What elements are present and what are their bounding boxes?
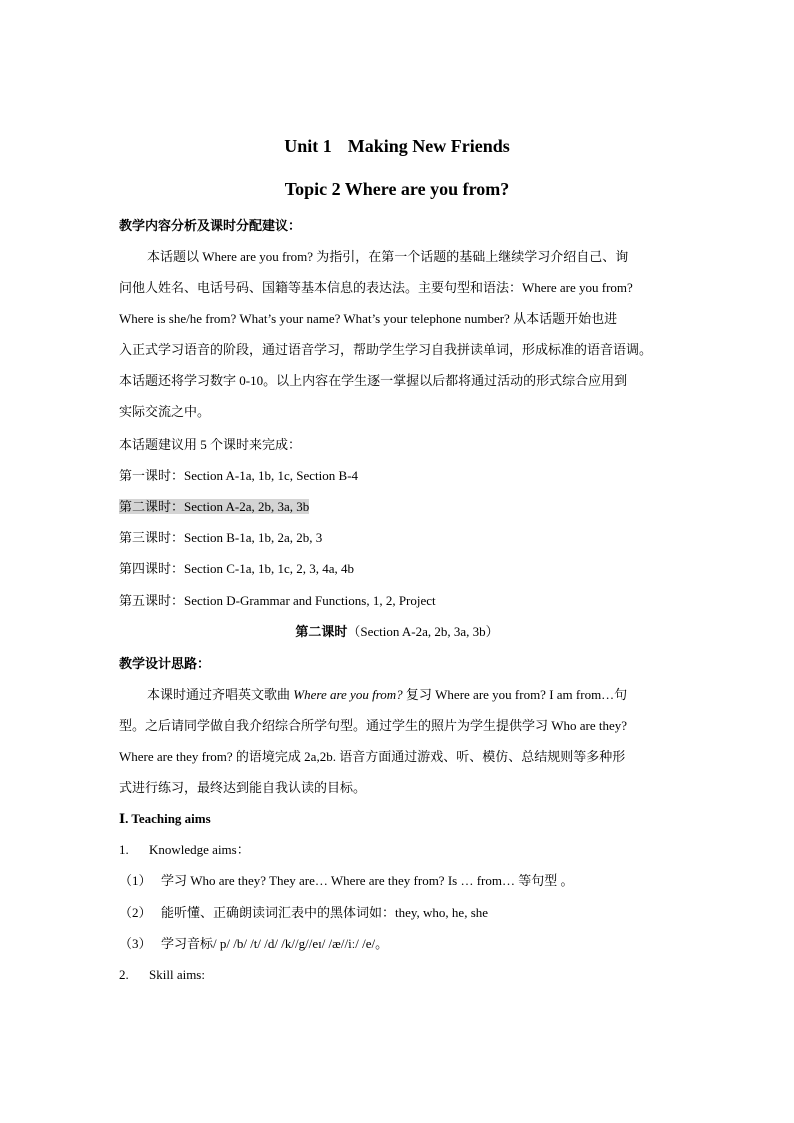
design-heading: 教学设计思路： — [119, 656, 211, 671]
list-number: （2） — [119, 905, 152, 920]
period-item-highlighted — [119, 498, 309, 516]
knowledge-item-text: 学习音标/ p/ /b/ /t/ /d/ /k//g//eɪ/ /æ//iː/ /e/。 — [161, 936, 389, 951]
analysis-paragraph-line: 问他人姓名、电话号码、国籍等基本信息的表达法。主要句型和语法：Where are you from? — [119, 280, 633, 295]
knowledge-aims-label: Knowledge aims： — [149, 842, 250, 857]
unit-number: Unit 1 — [284, 136, 332, 156]
analysis-paragraph-line: 本话题以 Where are you from? 为指引，在第一个话题的基础上继续学习介绍自己、询 — [147, 249, 629, 264]
knowledge-item — [119, 935, 388, 953]
period-item: 第一课时：Section A-1a, 1b, 1c, Section B-4 — [119, 468, 359, 483]
knowledge-item-text: 学习 Who are they? They are… Where are they from? Is … from… 等句型 。 — [161, 873, 574, 888]
lesson-heading-sections: （Section A-2a, 2b, 3a, 3b） — [347, 624, 499, 639]
skill-aims — [119, 966, 205, 984]
highlighted-text: 第二课时：Section A-2a, 2b, 3a, 3b — [119, 499, 310, 514]
design-paragraph-line: 型。之后请同学做自我介绍综合所学句型。通过学生的照片为学生提供学习 Who are they? — [119, 718, 628, 733]
analysis-paragraph-line: 入正式学习语音的阶段，通过语音学习，帮助学生学习自我拼读单词，形成标准的语音语调。 — [119, 342, 653, 357]
knowledge-item-text: 能听懂、正确朗读词汇表中的黑体词如：they, who, he, she — [161, 905, 489, 920]
unit-title — [0, 136, 794, 157]
list-number: 1. — [119, 842, 129, 857]
design-text: 本课时通过齐唱英文歌曲 — [147, 687, 294, 702]
list-number: 2. — [119, 967, 129, 982]
analysis-paragraph-line: 本话题还将学习数字 0-10。以上内容在学生逐一掌握以后都将通过活动的形式综合应用到 — [119, 373, 628, 388]
design-paragraph-line: 式进行练习，最终达到能自我认读的目标。 — [119, 780, 367, 795]
period-item: 第三课时：Section B-1a, 1b, 2a, 2b, 3 — [119, 530, 323, 545]
analysis-heading: 教学内容分析及课时分配建议： — [119, 218, 302, 233]
analysis-paragraph-line: Where is she/he from? What’s your name? What’s your telephone number? 从本话题开始也进 — [119, 311, 618, 326]
knowledge-aims — [119, 841, 250, 859]
unit-name: Making New Friends — [347, 136, 510, 156]
design-text: 复习 Where are you from? I am from…句 — [402, 687, 628, 702]
knowledge-item — [119, 904, 488, 922]
periods-intro: 本话题建议用 5 个课时来完成： — [119, 437, 302, 452]
knowledge-item — [119, 872, 574, 890]
teaching-aims-heading: Ⅰ. Teaching aims — [119, 811, 211, 826]
design-paragraph-line: Where are they from? 的语境完成 2a,2b. 语音方面通过游戏、听、模仿、总结规则等多种形 — [119, 749, 626, 764]
period-item: 第四课时：Section C-1a, 1b, 1c, 2, 3, 4a, 4b — [119, 561, 355, 576]
lesson-heading — [0, 623, 794, 641]
list-number: （3） — [119, 936, 152, 951]
topic-title: Topic 2 Where are you from? — [284, 179, 510, 199]
analysis-paragraph-line: 实际交流之中。 — [119, 404, 211, 419]
song-title: Where are you from? — [293, 687, 403, 702]
skill-aims-label: Skill aims: — [149, 967, 205, 982]
lesson-heading-label: 第二课时 — [295, 624, 348, 639]
list-number: （1） — [119, 873, 152, 888]
period-item: 第五课时：Section D-Grammar and Functions, 1, 2, Project — [119, 593, 436, 608]
design-paragraph-line — [147, 686, 627, 704]
